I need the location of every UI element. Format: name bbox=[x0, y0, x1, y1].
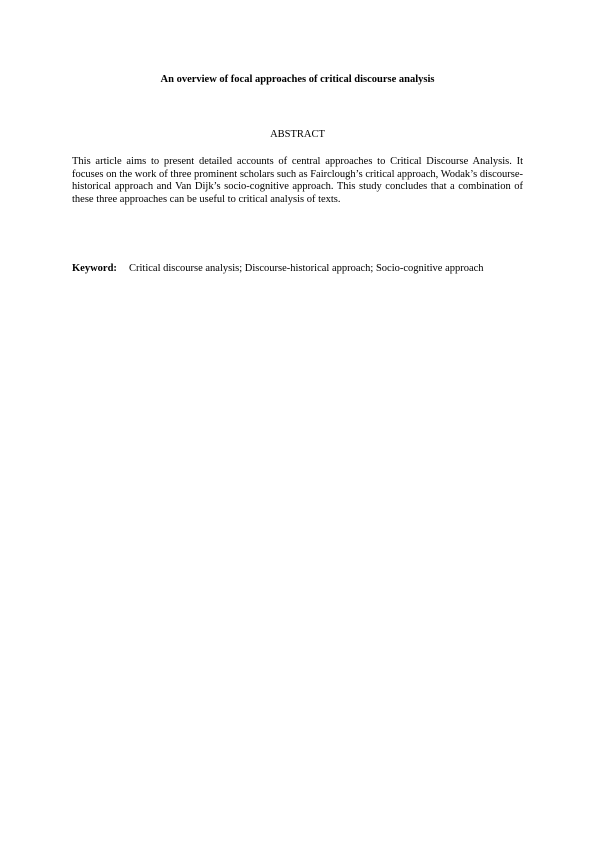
paper-title: An overview of focal approaches of critical discourse analysis bbox=[160, 74, 435, 85]
keywords-block bbox=[72, 263, 523, 276]
abstract-heading: ABSTRACT bbox=[270, 129, 325, 140]
keywords-text: Critical discourse analysis; Discourse-historical approach; Socio-cognitive approach bbox=[129, 263, 484, 274]
abstract-body: This article aims to present detailed accounts of central approaches to Critical Discourse Analysis. It focuses on the work of three prominent scholars such as Fairclough’s critical approach, Wodak’s discourse-historical approach and Van Dijk’s socio-cognitive approach. This study concludes that a combination of these three approaches can be useful to critical analysis of texts. bbox=[72, 156, 523, 205]
keywords-label: Keyword: bbox=[72, 263, 117, 274]
